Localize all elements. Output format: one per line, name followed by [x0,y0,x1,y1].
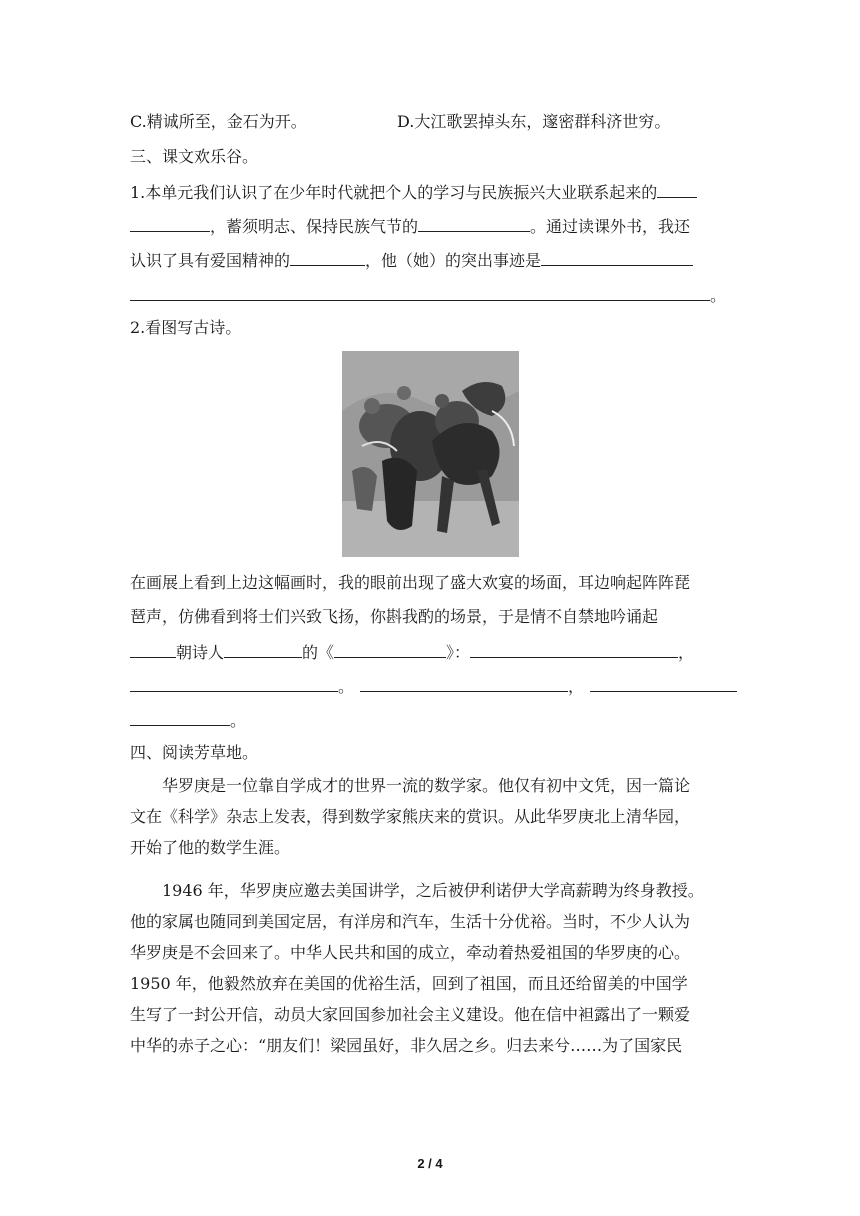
reading-paragraph-1 [130,770,730,863]
q1-line4 [130,284,726,306]
q2-text3c: 》： [446,643,471,662]
answer-blank[interactable] [130,215,210,232]
q2-text5: 。 [230,711,247,730]
paragraph-line: 中华的赤子之心：“朋友们！梁园虽好，非久居之乡。归去来兮……为了国家民 [130,1036,683,1055]
verse-blank[interactable] [360,675,568,692]
dynasty-blank[interactable] [130,641,176,658]
answer-blank[interactable] [541,249,693,266]
q2-text3b: 的《 [302,643,335,662]
q2-text3a: 朝诗人 [176,643,225,662]
answer-blank[interactable] [130,284,710,301]
paragraph-line: 生写了一封公开信，动员大家回国参加社会主义建设。他在信中袒露出了一颗爱 [130,1005,691,1024]
q2-line1: 在画展上看到上边这幅画时，我的眼前出现了盛大欢宴的场面，耳边响起阵阵琵 [130,573,691,592]
q1-text5: ，他（她）的突出事迹是 [365,251,542,270]
paragraph-line: 1946 年，华罗庚应邀去美国讲学，之后被伊利诺伊大学高薪聘为终身教授。 [162,881,704,900]
q2-line3 [130,641,694,663]
q2-text4a: 。 [338,677,355,696]
poet-blank[interactable] [224,641,302,658]
q1-text1: 1.本单元我们认识了在少年时代就把个人的学习与民族振兴大业联系起来的 [130,183,658,202]
section4-heading: 四、阅读芳草地。 [130,743,259,762]
q2-text3d: ， [678,643,695,662]
paragraph-line: 开始了他的数学生涯。 [130,838,291,857]
q2-title: 2.看图写古诗。 [130,318,242,337]
page-number: 2 / 4 [417,1156,443,1171]
answer-blank[interactable] [418,215,530,232]
paragraph-line: 他的家属也随同到美国定居，有洋房和汽车，生活十分优裕。当时，不少人认为 [130,912,691,931]
q1-line1 [130,181,697,203]
q1-line2 [130,215,690,237]
q2-line5 [130,709,246,731]
q2-line4 [130,675,737,697]
q1-text2: ，蓄须明志、保持民族气节的 [210,217,419,236]
verse-blank[interactable] [130,709,230,726]
option-d: D.大江歌罢掉头东，邃密群科济世穷。 [397,112,671,131]
verse-blank[interactable] [470,641,678,658]
verse-blank[interactable] [130,675,338,692]
q1-text4: 认识了具有爱国精神的 [130,251,291,270]
q1-text3: 。通过读课外书，我还 [530,217,691,236]
paragraph-line: 文在《科学》杂志上发表，得到数学家熊庆来的赏识。从此华罗庚北上清华园， [130,807,691,826]
paragraph-line: 1950 年，他毅然放弃在美国的优裕生活，回到了祖国，而且还给留美的中国学 [130,974,688,993]
q1-text6: 。 [710,286,727,305]
poem-title-blank[interactable] [334,641,446,658]
answer-blank[interactable] [657,181,697,198]
banquet-painting [342,351,519,557]
q2-line2: 琶声，仿佛看到将士们兴致飞扬，你斟我酌的场景，于是情不自禁地吟诵起 [130,607,659,626]
q2-text4b: ， [568,677,585,696]
option-c: C.精诚所至，金石为开。 [130,112,307,131]
paragraph-line: 华罗庚是不会回来了。中华人民共和国的成立，牵动着热爱祖国的华罗庚的心。 [130,943,691,962]
section3-heading: 三、课文欢乐谷。 [130,147,259,166]
q1-line3 [130,249,693,271]
paragraph-line: 华罗庚是一位靠自学成才的世界一流的数学家。他仅有初中文凭，因一篇论 [162,776,691,795]
answer-blank[interactable] [290,249,365,266]
reading-paragraph-2 [130,875,730,1061]
verse-blank[interactable] [590,675,737,692]
